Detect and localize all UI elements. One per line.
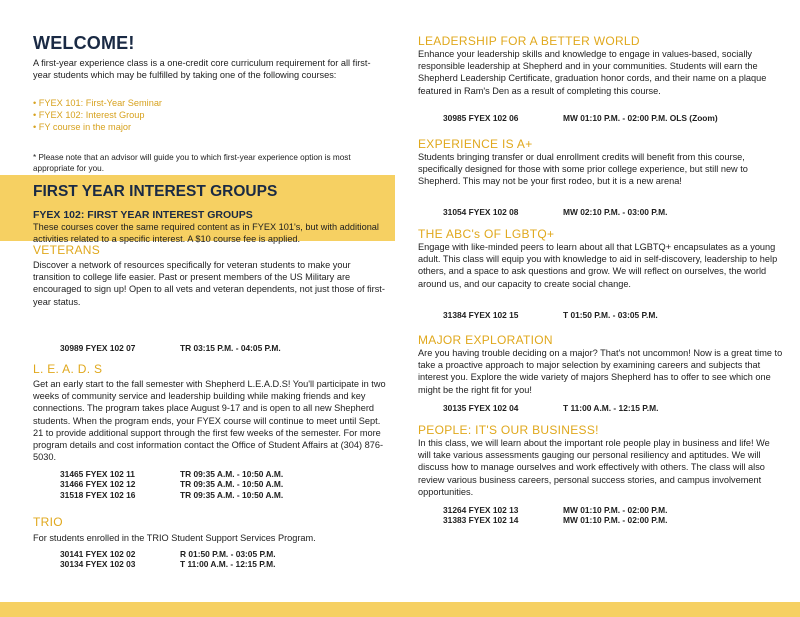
- business-heading: PEOPLE: IT'S OUR BUSINESS!: [418, 423, 599, 437]
- business-schedule: [443, 505, 667, 526]
- course-number: 31383 FYEX 102 14: [443, 515, 519, 526]
- veterans-schedule: [60, 343, 281, 353]
- course-number: 30134 FYEX 102 03: [60, 559, 136, 570]
- lgbtq-heading: THE ABC's OF LGBTQ+: [418, 227, 555, 241]
- schedule-row: [60, 549, 276, 559]
- course-number: 30141 FYEX 102 02: [60, 549, 136, 559]
- leadership-schedule: [443, 113, 718, 123]
- course-number: 31384 FYEX 102 15: [443, 310, 519, 320]
- schedule-row: [443, 113, 718, 123]
- experience-heading: EXPERIENCE IS A+: [418, 137, 533, 151]
- fyex-102-description: These courses cover the same required content as in FYEX 101's, but with additional activities related to a specific interest. A $10 course fee is applied.: [33, 222, 379, 245]
- course-time: T 01:50 P.M. - 03:05 P.M.: [563, 310, 658, 320]
- course-number: 31054 FYEX 102 08: [443, 207, 519, 217]
- course-number: 30985 FYEX 102 06: [443, 113, 519, 123]
- course-time: T 11:00 A.M. - 12:15 P.M.: [563, 403, 659, 413]
- leads-text: Get an early start to the fall semester with Shepherd L.E.A.D.S! You'll participate in two weeks of community service and leadership building while making friends and key connections. The program takes place August 9-17 and is open to all new Shepherd students. When the program ends, your FYEX course will continue to meet until Sept. 21 to provide additional support through the first few weeks of the semester. For more program details and cost information contact the Office of Student Affairs at (304) 876-5030.: [33, 379, 386, 463]
- interest-groups-title: FIRST YEAR INTEREST GROUPS: [33, 183, 278, 200]
- option-fyex-101: • FYEX 101: First-Year Seminar: [33, 98, 162, 108]
- course-time: R 01:50 P.M. - 03:05 P.M.: [180, 549, 276, 559]
- schedule-row: [60, 343, 281, 353]
- course-number: 31518 FYEX 102 16: [60, 489, 136, 500]
- schedule-row: [443, 403, 658, 413]
- schedule-row: [443, 505, 667, 515]
- course-number: 30989 FYEX 102 07: [60, 343, 136, 353]
- course-time: MW 01:10 P.M. - 02:00 P.M.: [563, 505, 668, 515]
- veterans-heading: VETERANS: [33, 243, 101, 257]
- leads-heading: L. E. A. D. S: [33, 362, 103, 376]
- schedule-row: [60, 559, 276, 569]
- course-options-list: [33, 97, 162, 134]
- schedule-row: [60, 469, 283, 479]
- leadership-heading: LEADERSHIP FOR A BETTER WORLD: [418, 34, 640, 48]
- schedule-row: [443, 207, 667, 217]
- schedule-row: [443, 310, 658, 320]
- course-number: 31465 FYEX 102 11: [60, 469, 135, 479]
- welcome-intro: A first-year experience class is a one-credit core curriculum requirement for all first- year students which may be fulfilled by taking one of the following courses:: [33, 58, 371, 81]
- option-fy-major: • FY course in the major: [33, 122, 132, 133]
- course-number: 31466 FYEX 102 12: [60, 479, 136, 490]
- footer-band: [0, 602, 800, 617]
- course-number: 31264 FYEX 102 13: [443, 505, 519, 515]
- course-time: TR 09:35 A.M. - 10:50 A.M.: [180, 479, 284, 490]
- experience-schedule: [443, 207, 667, 217]
- fyex-102-subtitle: FYEX 102: FIRST YEAR INTEREST GROUPS: [33, 209, 253, 221]
- veterans-text: Discover a network of resources specifically for veteran students to make your transition to college life easier. Past or present members of the US Military are encouraged to sign up! Open to all vets and veteran dependents, not just those of first-year status.: [33, 260, 385, 307]
- major-schedule: [443, 403, 658, 413]
- trio-text: For students enrolled in the TRIO Student Support Services Program.: [33, 533, 316, 543]
- schedule-row: [443, 515, 667, 525]
- trio-heading: TRIO: [33, 515, 63, 529]
- major-heading: MAJOR EXPLORATION: [418, 333, 553, 347]
- course-time: T 11:00 A.M. - 12:15 P.M.: [180, 559, 276, 570]
- business-text: In this class, we will learn about the important role people play in business and life! We will take various assessments gauging our personal resiliency and aptitudes. We will discuss how to manage ourselves and work effectively with others. The class will also review various business careers, personal success stories, and campus involvement opportunities.: [418, 438, 770, 497]
- advisor-note: * Please note that an advisor will guide you to which first-year experience option is most appropriate for you.: [33, 153, 351, 173]
- option-fyex-102: • FYEX 102: Interest Group: [33, 110, 145, 121]
- interest-groups-banner: [0, 175, 395, 245]
- experience-text: Students bringing transfer or dual enrollment credits will benefit from this course, specifically designed for those with some prior college experience, but still new to Shepherd. This may not be your first rodeo, but it is a new arena!: [418, 152, 748, 187]
- course-number: 30135 FYEX 102 04: [443, 403, 519, 413]
- course-time: MW 01:10 P.M. - 02:00 P.M.: [563, 515, 668, 526]
- schedule-row: [60, 479, 283, 489]
- course-time: TR 09:35 A.M. - 10:50 A.M.: [180, 489, 284, 500]
- course-time: MW 02:10 P.M. - 03:00 P.M.: [563, 207, 668, 217]
- leads-schedule: [60, 469, 283, 500]
- trio-schedule: [60, 549, 276, 570]
- lgbtq-text: Engage with like-minded peers to learn about all that LGBTQ+ encapsulates as a young adult. This class will equip you with knowledge to aid in self-discovery, leadership to help others, and a space to ask questions and grow. We will reflect on ourselves, the world around us, and our capacity to create social change.: [418, 242, 778, 289]
- course-time: TR 03:15 P.M. - 04:05 P.M.: [180, 343, 281, 353]
- major-text: Are you having trouble deciding on a major? That's not uncommon! Now is a great time to take a proactive approach to major selection by examining careers and subjects that interest you. Explore the wide variety of majors Shepherd has to offer to see which one might be the right fit for you!: [418, 348, 783, 395]
- lgbtq-schedule: [443, 310, 658, 320]
- course-time: MW 01:10 P.M. - 02:00 P.M. OLS (Zoom): [563, 113, 718, 123]
- course-time: TR 09:35 A.M. - 10:50 A.M.: [180, 469, 284, 479]
- welcome-title: WELCOME!: [33, 33, 135, 53]
- leadership-text: Enhance your leadership skills and knowledge to engage in values-based, socially responsible leadership at Shepherd and in your communities. Students will earn the Shepherd Leadership Certificate, graduation honor cords, and their name on a plaque featured in Ram's Den as a result of completing this course.: [418, 49, 767, 96]
- schedule-row: [60, 490, 283, 500]
